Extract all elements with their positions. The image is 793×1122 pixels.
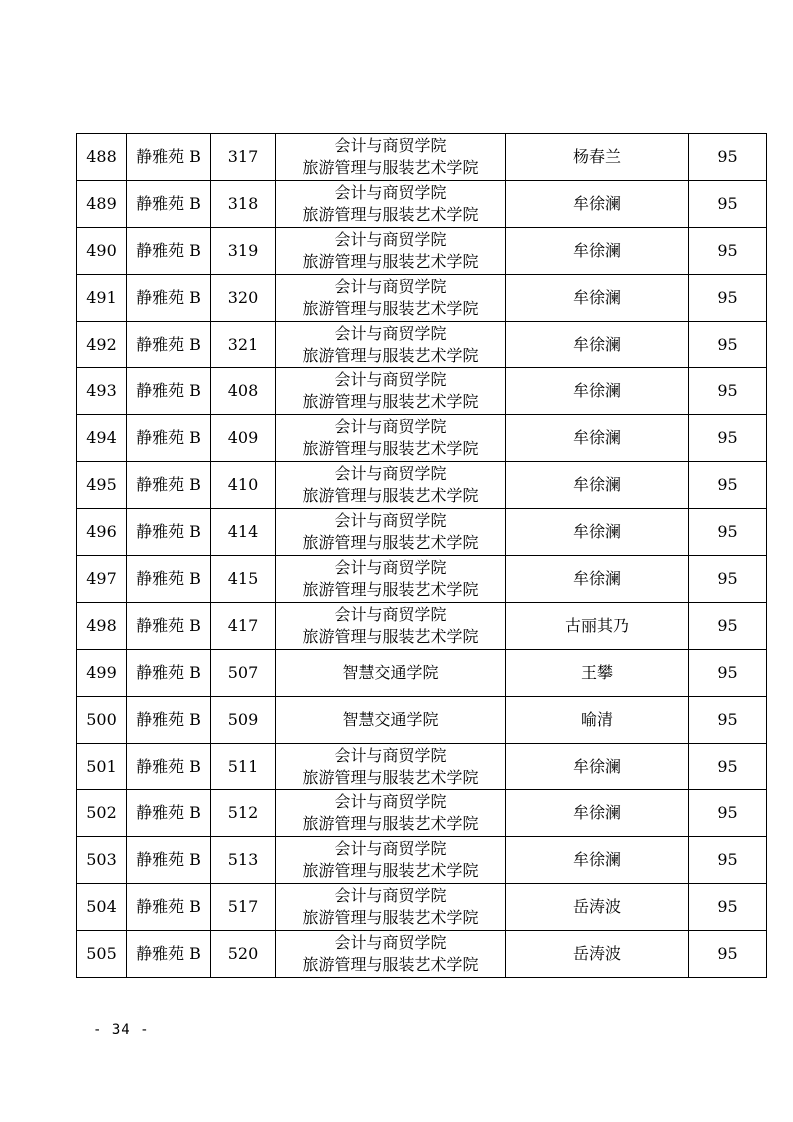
college-name: 旅游管理与服装艺术学院 [302,814,479,834]
table-row [77,368,767,415]
score-cell: 95 [689,790,767,837]
row-number-cell: 495 [77,462,127,509]
row-number-cell: 490 [77,227,127,274]
room-cell: 415 [211,556,276,603]
room-cell: 409 [211,415,276,462]
building-cell: 静雅苑 B [127,931,211,978]
college-cell [276,415,506,462]
building-cell: 静雅苑 B [127,227,211,274]
inspector-name-cell: 牟徐澜 [506,368,689,415]
score-cell: 95 [689,227,767,274]
row-number-cell: 503 [77,837,127,884]
college-name: 会计与商贸学院 [334,933,447,953]
inspector-name-cell: 古丽其乃 [506,602,689,649]
building-cell: 静雅苑 B [127,884,211,931]
row-number-cell: 499 [77,649,127,696]
table-row [77,509,767,556]
college-cell [276,134,506,181]
inspector-name-cell: 牟徐澜 [506,556,689,603]
inspector-name-cell: 牟徐澜 [506,790,689,837]
score-cell: 95 [689,274,767,321]
page-number: - 34 - [93,1022,150,1038]
inspector-name-cell: 牟徐澜 [506,462,689,509]
college-name: 旅游管理与服装艺术学院 [302,861,479,881]
score-cell: 95 [689,509,767,556]
college-cell [276,509,506,556]
row-number-cell: 502 [77,790,127,837]
college-name: 旅游管理与服装艺术学院 [302,439,479,459]
inspector-name-cell: 牟徐澜 [506,509,689,556]
table-row [77,227,767,274]
room-cell: 512 [211,790,276,837]
building-cell: 静雅苑 B [127,368,211,415]
inspector-name-cell: 牟徐澜 [506,180,689,227]
building-cell: 静雅苑 B [127,837,211,884]
college-name: 旅游管理与服装艺术学院 [302,908,479,928]
building-cell: 静雅苑 B [127,462,211,509]
room-cell: 509 [211,696,276,743]
college-name: 旅游管理与服装艺术学院 [302,533,479,553]
room-cell: 417 [211,602,276,649]
table-row [77,696,767,743]
inspector-name-cell: 王攀 [506,649,689,696]
college-name: 会计与商贸学院 [334,276,447,296]
room-cell: 318 [211,180,276,227]
college-name: 会计与商贸学院 [334,604,447,624]
inspector-name-cell: 牟徐澜 [506,743,689,790]
row-number-cell: 497 [77,556,127,603]
college-cell [276,931,506,978]
dormitory-score-table [76,133,767,978]
college-name: 会计与商贸学院 [334,745,447,765]
college-name: 会计与商贸学院 [334,792,447,812]
building-cell: 静雅苑 B [127,649,211,696]
room-cell: 319 [211,227,276,274]
college-cell [276,227,506,274]
inspector-name-cell: 牟徐澜 [506,321,689,368]
score-cell: 95 [689,884,767,931]
table-row [77,931,767,978]
college-name: 旅游管理与服装艺术学院 [302,251,479,271]
room-cell: 320 [211,274,276,321]
college-name: 会计与商贸学院 [334,417,447,437]
table-row [77,321,767,368]
score-cell: 95 [689,743,767,790]
row-number-cell: 501 [77,743,127,790]
college-name: 会计与商贸学院 [334,464,447,484]
room-cell: 511 [211,743,276,790]
college-name: 会计与商贸学院 [334,511,447,531]
row-number-cell: 489 [77,180,127,227]
row-number-cell: 505 [77,931,127,978]
table-row [77,462,767,509]
room-cell: 517 [211,884,276,931]
college-cell [276,837,506,884]
table-row [77,790,767,837]
college-name: 会计与商贸学院 [334,182,447,202]
table-row [77,556,767,603]
inspector-name-cell: 岳涛波 [506,931,689,978]
score-cell: 95 [689,462,767,509]
college-name: 旅游管理与服装艺术学院 [302,345,479,365]
college-name: 智慧交通学院 [342,709,439,729]
college-name: 旅游管理与服装艺术学院 [302,579,479,599]
college-name: 旅游管理与服装艺术学院 [302,204,479,224]
score-cell: 95 [689,649,767,696]
college-cell [276,321,506,368]
building-cell: 静雅苑 B [127,274,211,321]
row-number-cell: 496 [77,509,127,556]
building-cell: 静雅苑 B [127,415,211,462]
row-number-cell: 498 [77,602,127,649]
college-name: 会计与商贸学院 [334,839,447,859]
score-cell: 95 [689,180,767,227]
college-cell [276,884,506,931]
college-name: 会计与商贸学院 [334,557,447,577]
building-cell: 静雅苑 B [127,696,211,743]
inspector-name-cell: 杨春兰 [506,134,689,181]
college-cell [276,368,506,415]
row-number-cell: 494 [77,415,127,462]
score-cell: 95 [689,931,767,978]
college-name: 会计与商贸学院 [334,135,447,155]
score-cell: 95 [689,415,767,462]
row-number-cell: 491 [77,274,127,321]
college-cell [276,180,506,227]
room-cell: 410 [211,462,276,509]
score-cell: 95 [689,602,767,649]
table-row [77,602,767,649]
college-cell [276,462,506,509]
college-name: 会计与商贸学院 [334,229,447,249]
table-body [77,134,767,978]
table-row [77,743,767,790]
room-cell: 414 [211,509,276,556]
college-name: 会计与商贸学院 [334,370,447,390]
college-name: 旅游管理与服装艺术学院 [302,626,479,646]
score-cell: 95 [689,134,767,181]
row-number-cell: 493 [77,368,127,415]
building-cell: 静雅苑 B [127,509,211,556]
table-row [77,649,767,696]
row-number-cell: 488 [77,134,127,181]
college-name: 智慧交通学院 [342,662,439,682]
table-row [77,837,767,884]
room-cell: 507 [211,649,276,696]
college-name: 旅游管理与服装艺术学院 [302,392,479,412]
college-name: 会计与商贸学院 [334,886,447,906]
inspector-name-cell: 牟徐澜 [506,227,689,274]
score-cell: 95 [689,368,767,415]
table-row [77,274,767,321]
row-number-cell: 504 [77,884,127,931]
table-row [77,180,767,227]
college-name: 旅游管理与服装艺术学院 [302,157,479,177]
college-cell [276,274,506,321]
table-row [77,134,767,181]
college-name: 旅游管理与服装艺术学院 [302,298,479,318]
college-cell [276,602,506,649]
row-number-cell: 500 [77,696,127,743]
college-cell [276,556,506,603]
score-cell: 95 [689,321,767,368]
college-cell [276,790,506,837]
college-name: 会计与商贸学院 [334,323,447,343]
score-cell: 95 [689,837,767,884]
inspector-name-cell: 喻清 [506,696,689,743]
room-cell: 513 [211,837,276,884]
building-cell: 静雅苑 B [127,556,211,603]
table-row [77,884,767,931]
building-cell: 静雅苑 B [127,321,211,368]
building-cell: 静雅苑 B [127,743,211,790]
college-cell [276,696,506,743]
inspector-name-cell: 牟徐澜 [506,837,689,884]
college-cell [276,649,506,696]
room-cell: 317 [211,134,276,181]
row-number-cell: 492 [77,321,127,368]
score-cell: 95 [689,696,767,743]
inspector-name-cell: 岳涛波 [506,884,689,931]
room-cell: 520 [211,931,276,978]
building-cell: 静雅苑 B [127,134,211,181]
room-cell: 321 [211,321,276,368]
building-cell: 静雅苑 B [127,602,211,649]
table-row [77,415,767,462]
college-name: 旅游管理与服装艺术学院 [302,767,479,787]
college-name: 旅游管理与服装艺术学院 [302,486,479,506]
score-cell: 95 [689,556,767,603]
college-name: 旅游管理与服装艺术学院 [302,955,479,975]
inspector-name-cell: 牟徐澜 [506,415,689,462]
inspector-name-cell: 牟徐澜 [506,274,689,321]
building-cell: 静雅苑 B [127,790,211,837]
building-cell: 静雅苑 B [127,180,211,227]
college-cell [276,743,506,790]
room-cell: 408 [211,368,276,415]
